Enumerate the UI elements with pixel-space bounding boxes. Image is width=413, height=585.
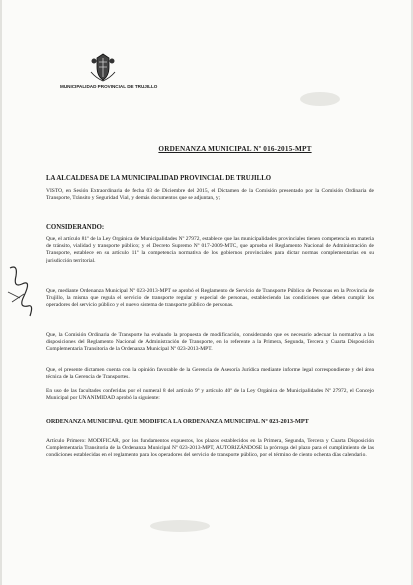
- coat-of-arms-icon: [88, 52, 118, 82]
- considerando-paragraph: Que, la Comisión Ordinaria de Transporte ha evaluado la propuesta de modificación, considerando que es necesario adecuar la normativa a las disposiciones del Reglamento Nacional de Administración de Transporte, en lo referente a la Primera, Segunda, Tercera y Cuarta Disposición Complementaria Transitoria de la Ordenanza Municipal Nº 023-2013-MPT.: [46, 332, 374, 353]
- considerando-heading: CONSIDERANDO:: [46, 224, 105, 231]
- ordinance-title: ORDENANZA MUNICIPAL Nº 016-2015-MPT: [158, 145, 312, 153]
- considerando-paragraph: Que, mediante Ordenanza Municipal Nº 023-2013-MPT se aprobó el Reglamento de Servicio de Transporte Público de Personas en la Provincia de Trujillo, la misma que regula el servicio de transporte regular y especial de personas, estableciendo las condiciones que deben cumplir los operadores del servicio público y el nuevo sistema de transporte público de personas.: [46, 288, 374, 309]
- scan-edge: [0, 0, 2, 585]
- ordinance-heading: ORDENANZA MUNICIPAL QUE MODIFICA LA ORDENANZA MUNICIPAL Nº 023-2013-MPT: [46, 418, 309, 425]
- considerando-paragraph: Que, el presente dictamen cuenta con la opinión favorable de la Gerencia de Asesoría Jurídica mediante informe legal correspondiente y del área técnica de la Gerencia de Transportes.: [46, 367, 374, 381]
- municipality-name: MUNICIPALIDAD PROVINCIAL DE TRUJILLO: [60, 84, 158, 89]
- considerando-paragraph: En uso de las facultades conferidas por el numeral 8 del artículo 9º y artículo 40º de la Ley Orgánica de Municipalidades Nº 27972, el Concejo Municipal por UNANIMIDAD aprobó la siguiente:: [46, 388, 374, 402]
- visto-paragraph: VISTO, en Sesión Extraordinaria de fecha 03 de Diciembre del 2015, el Dictamen de la Comisión presentado por la Comisión Ordinaria de Transporte, Tránsito y Seguridad Vial, y demás documentos que se adjuntan, y;: [46, 188, 374, 202]
- considerando-paragraph: Que, el artículo 81º de la Ley Orgánica de Municipalidades Nº 27972, establece que las municipalidades provinciales tienen competencia en materia de tránsito, vialidad y transporte público; y el Decreto Supremo Nº 017-2009-MTC, que aprueba el Reglamento Nacional de Administración de Transporte, establece en su artículo 11º la competencia normativa de los gobiernos provinciales para dictar normas complementarias en su jurisdicción territorial.: [46, 236, 374, 264]
- scan-smudge: [150, 520, 210, 532]
- authority-heading: LA ALCALDESA DE LA MUNICIPALIDAD PROVINCIAL DE TRUJILLO: [46, 175, 272, 182]
- scan-smudge: [300, 92, 340, 106]
- article-paragraph: Artículo Primero: MODIFICAR, por los fundamentos expuestos, los plazos establecidos en la Primera, Segunda, Tercera y Cuarta Disposición Complementaria Transitoria de la Ordenanza Municipal Nº 023-2013-MPT, AUTORIZÁNDOSE la prórroga del plazo para el cumplimiento de las condiciones establecidas en el reglamento para los operadores del servicio de transporte público, por el término de ciento ochenta días calendario.: [46, 438, 374, 459]
- margin-signature-icon: [4, 262, 38, 322]
